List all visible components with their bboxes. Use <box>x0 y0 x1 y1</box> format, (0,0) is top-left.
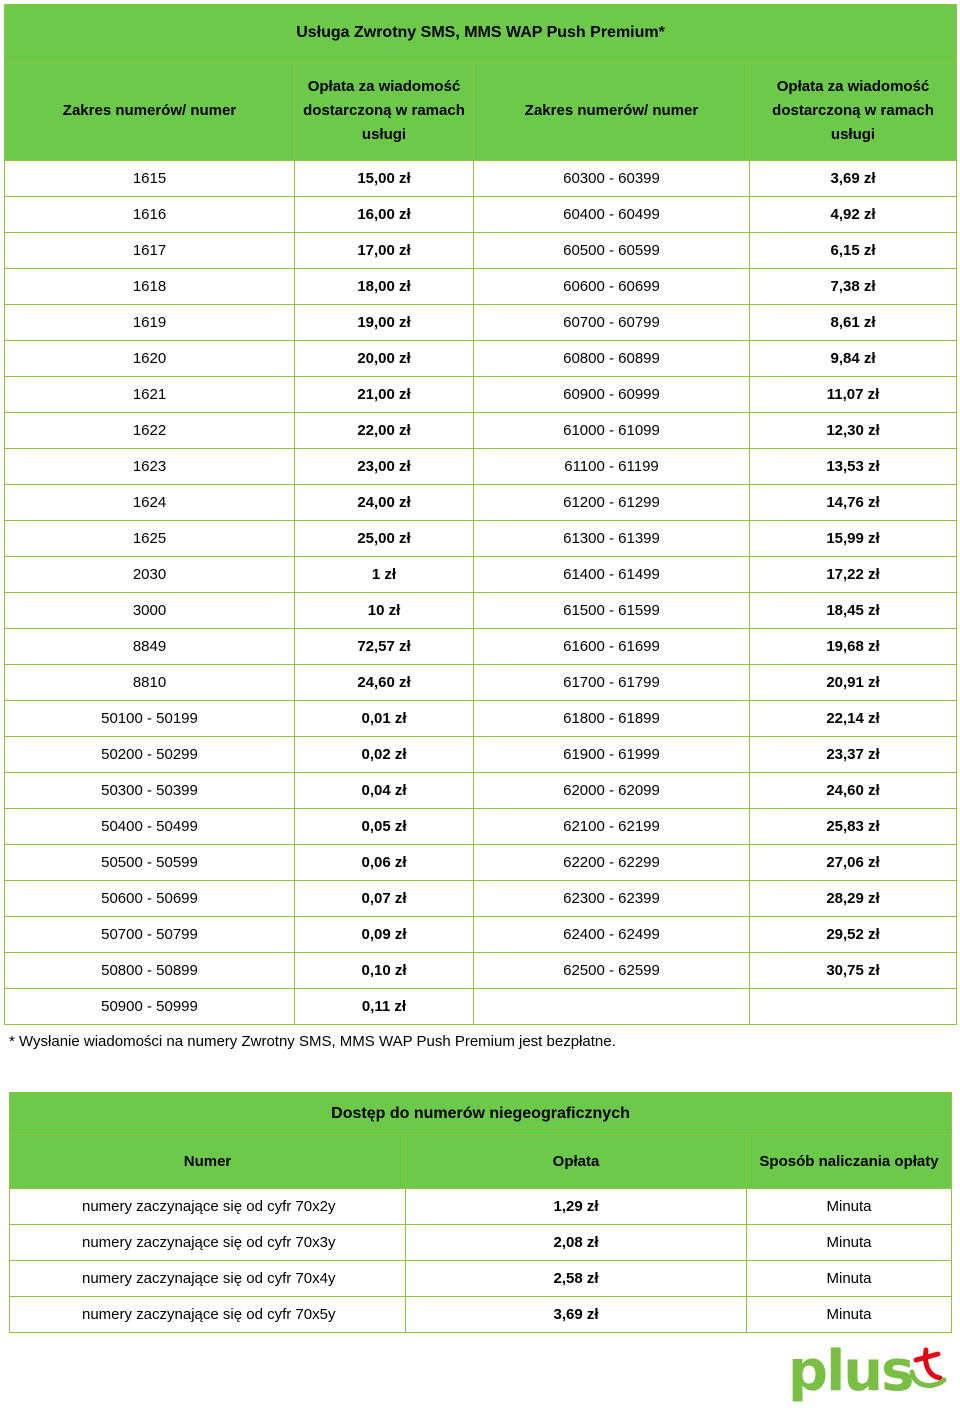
cell-range-right: 61600 - 61699 <box>474 629 750 665</box>
table-row <box>5 881 957 917</box>
cell-range-left: 1620 <box>5 341 295 377</box>
cell-fee-right: 20,91 zł <box>750 665 957 701</box>
non-geographic-numbers-table <box>9 1092 952 1333</box>
cell-fee-right: 29,52 zł <box>750 917 957 953</box>
cell-billing-method: Minuta <box>747 1225 952 1261</box>
table-row <box>5 557 957 593</box>
cell-fee-right: 7,38 zł <box>750 269 957 305</box>
cell-range-right: 60500 - 60599 <box>474 233 750 269</box>
cell-fee-right: 4,92 zł <box>750 197 957 233</box>
cell-range-left: 50500 - 50599 <box>5 845 295 881</box>
cell-billing-method: Minuta <box>747 1261 952 1297</box>
table-row <box>10 1225 952 1261</box>
cell-fee-right: 9,84 zł <box>750 341 957 377</box>
cell-fee-right: 14,76 zł <box>750 485 957 521</box>
cell-fee-left: 22,00 zł <box>295 413 474 449</box>
table-row <box>5 953 957 989</box>
cell-fee-left: 0,06 zł <box>295 845 474 881</box>
table-row <box>10 1297 952 1333</box>
cell-fee-right: 18,45 zł <box>750 593 957 629</box>
cell-range-right: 61300 - 61399 <box>474 521 750 557</box>
cell-range-right: 61100 - 61199 <box>474 449 750 485</box>
cell-fee-left: 0,10 zł <box>295 953 474 989</box>
table-row <box>5 521 957 557</box>
plus-logo <box>788 1346 952 1406</box>
table-title: Dostęp do numerów niegeograficznych <box>10 1093 952 1135</box>
cell-fee-left: 0,05 zł <box>295 809 474 845</box>
cell-number: numery zaczynające się od cyfr 70x3y <box>10 1225 406 1261</box>
table-row <box>5 377 957 413</box>
table-row <box>5 773 957 809</box>
cell-range-right: 61800 - 61899 <box>474 701 750 737</box>
cell-range-right: 62000 - 62099 <box>474 773 750 809</box>
cell-fee-left: 20,00 zł <box>295 341 474 377</box>
cell-range-right: 60300 - 60399 <box>474 161 750 197</box>
cell-fee-right: 17,22 zł <box>750 557 957 593</box>
cell-fee-right: 12,30 zł <box>750 413 957 449</box>
cell-range-right: 61400 - 61499 <box>474 557 750 593</box>
cell-fee-left: 0,11 zł <box>295 989 474 1025</box>
cell-fee: 2,08 zł <box>406 1225 747 1261</box>
column-header-number: Numer <box>10 1135 406 1189</box>
cell-range-left: 1624 <box>5 485 295 521</box>
cell-range-left: 8849 <box>5 629 295 665</box>
cell-fee-left: 17,00 zł <box>295 233 474 269</box>
cell-fee-right: 24,60 zł <box>750 773 957 809</box>
cell-number: numery zaczynające się od cyfr 70x2y <box>10 1189 406 1225</box>
cell-fee-right: 3,69 zł <box>750 161 957 197</box>
cell-fee-left: 0,04 zł <box>295 773 474 809</box>
logo-wordmark: plus <box>788 1346 913 1404</box>
cell-fee-left: 15,00 zł <box>295 161 474 197</box>
cell-fee-right: 19,68 zł <box>750 629 957 665</box>
cell-fee-left: 0,07 zł <box>295 881 474 917</box>
cell-range-right <box>474 989 750 1025</box>
cell-range-left: 50900 - 50999 <box>5 989 295 1025</box>
cell-fee-left: 24,00 zł <box>295 485 474 521</box>
cell-fee-right: 8,61 zł <box>750 305 957 341</box>
cell-fee-left: 1 zł <box>295 557 474 593</box>
cell-fee-right: 13,53 zł <box>750 449 957 485</box>
cell-fee: 2,58 zł <box>406 1261 747 1297</box>
footnote: * Wysłanie wiadomości na numery Zwrotny SMS, MMS WAP Push Premium jest bezpłatne. <box>9 1033 616 1050</box>
cell-number: numery zaczynające się od cyfr 70x5y <box>10 1297 406 1333</box>
cell-range-left: 1616 <box>5 197 295 233</box>
cell-range-right: 60800 - 60899 <box>474 341 750 377</box>
cell-fee-left: 0,01 zł <box>295 701 474 737</box>
table-row <box>5 269 957 305</box>
cell-range-left: 1617 <box>5 233 295 269</box>
cell-range-right: 60700 - 60799 <box>474 305 750 341</box>
cell-range-right: 60600 - 60699 <box>474 269 750 305</box>
cell-fee-left: 23,00 zł <box>295 449 474 485</box>
table-row <box>5 413 957 449</box>
table-row <box>5 305 957 341</box>
table-row <box>5 197 957 233</box>
cell-range-left: 1621 <box>5 377 295 413</box>
column-header-fee-right: Opłata za wiadomość dostarczoną w ramach usługi <box>750 62 957 161</box>
cell-range-left: 50700 - 50799 <box>5 917 295 953</box>
cell-fee-left: 18,00 zł <box>295 269 474 305</box>
cell-range-right: 62100 - 62199 <box>474 809 750 845</box>
table-row <box>10 1261 952 1297</box>
table-row <box>5 161 957 197</box>
table-row <box>5 989 957 1025</box>
cell-range-left: 50200 - 50299 <box>5 737 295 773</box>
cell-range-left: 1618 <box>5 269 295 305</box>
cell-range-right: 61200 - 61299 <box>474 485 750 521</box>
table-row <box>5 233 957 269</box>
table-row <box>5 485 957 521</box>
cell-range-left: 1623 <box>5 449 295 485</box>
cell-fee-right: 23,37 zł <box>750 737 957 773</box>
cell-number: numery zaczynające się od cyfr 70x4y <box>10 1261 406 1297</box>
table-row <box>5 737 957 773</box>
table-row <box>5 593 957 629</box>
column-header-range-right: Zakres numerów/ numer <box>474 62 750 161</box>
cell-billing-method: Minuta <box>747 1189 952 1225</box>
cell-fee-right: 30,75 zł <box>750 953 957 989</box>
plus-logo-icon <box>912 1350 944 1386</box>
cell-range-left: 3000 <box>5 593 295 629</box>
cell-range-left: 1619 <box>5 305 295 341</box>
column-header-range-left: Zakres numerów/ numer <box>5 62 295 161</box>
cell-fee-left: 0,09 zł <box>295 917 474 953</box>
cell-fee: 1,29 zł <box>406 1189 747 1225</box>
cell-range-right: 61000 - 61099 <box>474 413 750 449</box>
cell-range-right: 62200 - 62299 <box>474 845 750 881</box>
table-row <box>5 341 957 377</box>
cell-fee-right <box>750 989 957 1025</box>
cell-range-left: 50300 - 50399 <box>5 773 295 809</box>
cell-range-left: 2030 <box>5 557 295 593</box>
premium-sms-price-table <box>4 4 957 1025</box>
cell-fee-left: 0,02 zł <box>295 737 474 773</box>
cell-range-left: 1625 <box>5 521 295 557</box>
table-row <box>10 1189 952 1225</box>
cell-range-right: 61500 - 61599 <box>474 593 750 629</box>
cell-range-right: 62500 - 62599 <box>474 953 750 989</box>
cell-range-right: 61700 - 61799 <box>474 665 750 701</box>
cell-fee-left: 16,00 zł <box>295 197 474 233</box>
cell-fee-right: 6,15 zł <box>750 233 957 269</box>
cell-fee-left: 25,00 zł <box>295 521 474 557</box>
cell-range-left: 50100 - 50199 <box>5 701 295 737</box>
cell-range-left: 1615 <box>5 161 295 197</box>
cell-range-right: 60400 - 60499 <box>474 197 750 233</box>
table-row <box>5 449 957 485</box>
table-row <box>5 629 957 665</box>
cell-fee-left: 72,57 zł <box>295 629 474 665</box>
cell-billing-method: Minuta <box>747 1297 952 1333</box>
cell-range-right: 60900 - 60999 <box>474 377 750 413</box>
table-row <box>5 845 957 881</box>
table-row <box>5 809 957 845</box>
cell-range-right: 61900 - 61999 <box>474 737 750 773</box>
cell-fee-right: 15,99 zł <box>750 521 957 557</box>
cell-fee-left: 21,00 zł <box>295 377 474 413</box>
cell-range-left: 50800 - 50899 <box>5 953 295 989</box>
cell-fee-right: 27,06 zł <box>750 845 957 881</box>
table-row <box>5 701 957 737</box>
column-header-billing-method: Sposób naliczania opłaty <box>747 1135 952 1189</box>
cell-fee-right: 22,14 zł <box>750 701 957 737</box>
cell-fee: 3,69 zł <box>406 1297 747 1333</box>
cell-fee-right: 28,29 zł <box>750 881 957 917</box>
cell-fee-left: 19,00 zł <box>295 305 474 341</box>
cell-fee-left: 24,60 zł <box>295 665 474 701</box>
table-title: Usługa Zwrotny SMS, MMS WAP Push Premium* <box>5 5 957 62</box>
cell-fee-right: 11,07 zł <box>750 377 957 413</box>
table-row <box>5 665 957 701</box>
cell-range-right: 62400 - 62499 <box>474 917 750 953</box>
table-row <box>5 917 957 953</box>
cell-fee-right: 25,83 zł <box>750 809 957 845</box>
cell-range-left: 1622 <box>5 413 295 449</box>
cell-fee-left: 10 zł <box>295 593 474 629</box>
cell-range-left: 50400 - 50499 <box>5 809 295 845</box>
column-header-fee-left: Opłata za wiadomość dostarczoną w ramach usługi <box>295 62 474 161</box>
column-header-fee: Opłata <box>406 1135 747 1189</box>
cell-range-left: 50600 - 50699 <box>5 881 295 917</box>
cell-range-right: 62300 - 62399 <box>474 881 750 917</box>
cell-range-left: 8810 <box>5 665 295 701</box>
